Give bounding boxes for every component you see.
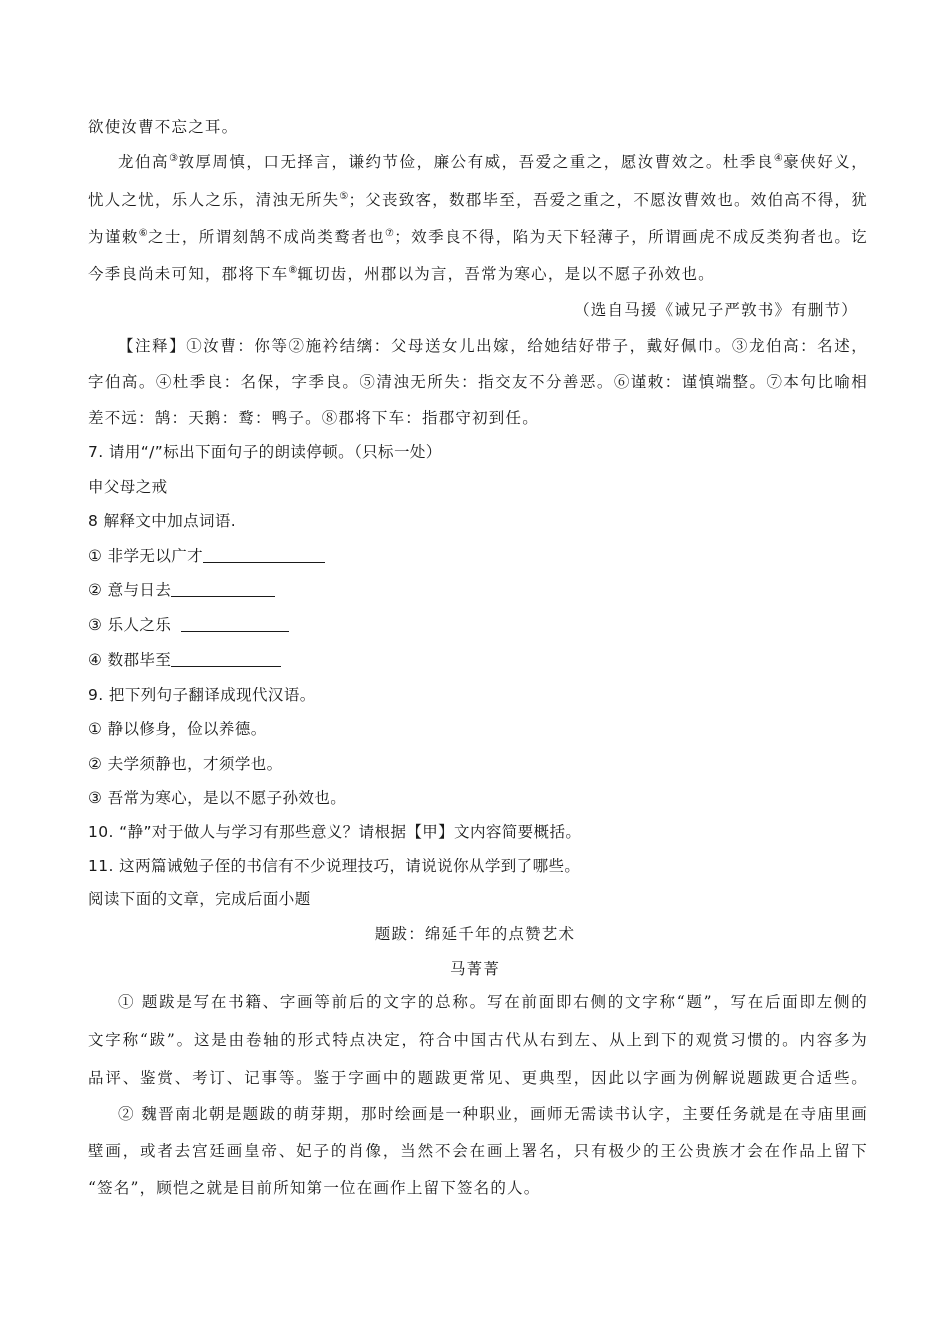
answer-blank[interactable] bbox=[203, 547, 325, 563]
article-author: 马菁菁 bbox=[449, 960, 501, 978]
article-line: ② 魏晋南北朝是题跋的萌芽期，那时绘画是一种职业，画师无需读书认字，主要任务就是在寺庙里画 bbox=[118, 1105, 868, 1123]
passage-line: 为谨敕⑥之士，所谓刻鹄不成尚类鹜者也⑦；效季良不得，陷为天下轻薄子，所谓画虎不成反类狗者也。讫 bbox=[88, 227, 869, 246]
question-7: 7. 请用“/”标出下面句子的朗读停顿。（只标一处） bbox=[88, 443, 442, 461]
question-8: 8 解释文中加点词语. bbox=[88, 512, 237, 530]
question-9: 9. 把下列句子翻译成现代汉语。 bbox=[88, 686, 316, 704]
passage-line: 忧人之忧，乐人之乐，清浊无所失⑤；父丧致客，数郡毕至，吾爱之重之，不愿汝曹效也。效伯高不得，犹 bbox=[88, 190, 868, 209]
article-title: 题跋：绵延千年的点赞艺术 bbox=[374, 925, 576, 943]
passage-line: 龙伯高③敦厚周慎，口无择言，谦约节俭，廉公有威，吾爱之重之，愿汝曹效之。杜季良④豪侠好义， bbox=[118, 152, 868, 171]
notes-line: 字伯高。④杜季良：名保，字季良。⑤清浊无所失：指交友不分善恶。⑥谨敕：谨慎端整。⑦本句比喻相 bbox=[88, 373, 868, 391]
article-line: ① 题跋是写在书籍、字画等前后的文字的总称。写在前面即右侧的文字称“题”，写在后面即左侧的 bbox=[118, 993, 868, 1011]
question-8-item: ④ 数郡毕至 bbox=[88, 650, 868, 670]
article-line: 壁画，或者去宫廷画皇帝、妃子的肖像，当然不会在画上署名，只有极少的王公贵族才会在作品上留下 bbox=[88, 1142, 868, 1160]
question-11: 11. 这两篇诫勉子侄的书信有不少说理技巧，请说说你从学到了哪些。 bbox=[88, 857, 581, 875]
notes-line: 【注释】①汝曹：你等②施衿结缡：父母送女儿出嫁，给她结好带子，戴好佩巾。③龙伯高：名述， bbox=[118, 337, 868, 355]
answer-blank[interactable] bbox=[171, 651, 281, 667]
question-7-sentence: 申父母之戒 bbox=[88, 478, 168, 496]
question-8-item: ② 意与日去 bbox=[88, 580, 868, 600]
question-9-item: ③ 吾常为寒心，是以不愿子孙效也。 bbox=[88, 789, 347, 807]
passage-line: 今季良尚未可知，郡将下车⑧辄切齿，州郡以为言，吾常为寒心，是以不愿子孙效也。 bbox=[88, 264, 715, 283]
question-9-item: ① 静以修身，俭以养德。 bbox=[88, 720, 267, 738]
question-9-item: ② 夫学须静也，才须学也。 bbox=[88, 755, 283, 773]
answer-blank[interactable] bbox=[171, 581, 275, 597]
passage-line: 欲使汝曹不忘之耳。 bbox=[88, 118, 239, 136]
article-line: 文字称“跋”。这是由卷轴的形式特点决定，符合中国古代从右到左、从上到下的观赏习惯的。内容多为 bbox=[88, 1031, 868, 1049]
source-citation: （选自马援《诫兄子严敦书》有删节） bbox=[574, 301, 858, 319]
notes-line: 差不远：鹄：天鹅：鹜：鸭子。⑧郡将下车：指郡守初到任。 bbox=[88, 409, 539, 427]
question-10: 10. “静”对于做人与学习有那些意义？请根据【甲】文内容简要概括。 bbox=[88, 823, 582, 841]
question-8-item: ③ 乐人之乐 bbox=[88, 615, 868, 635]
question-8-item: ① 非学无以广才 bbox=[88, 546, 868, 566]
reading-instruction: 阅读下面的文章，完成后面小题 bbox=[88, 890, 311, 908]
answer-blank[interactable] bbox=[181, 616, 289, 632]
article-line: “签名”，顾恺之就是目前所知第一位在画作上留下签名的人。 bbox=[88, 1179, 541, 1197]
article-line: 品评、鉴赏、考订、记事等。鉴于字画中的题跋更常见、更典型，因此以字画为例解说题跋更合适些。 bbox=[88, 1069, 868, 1087]
